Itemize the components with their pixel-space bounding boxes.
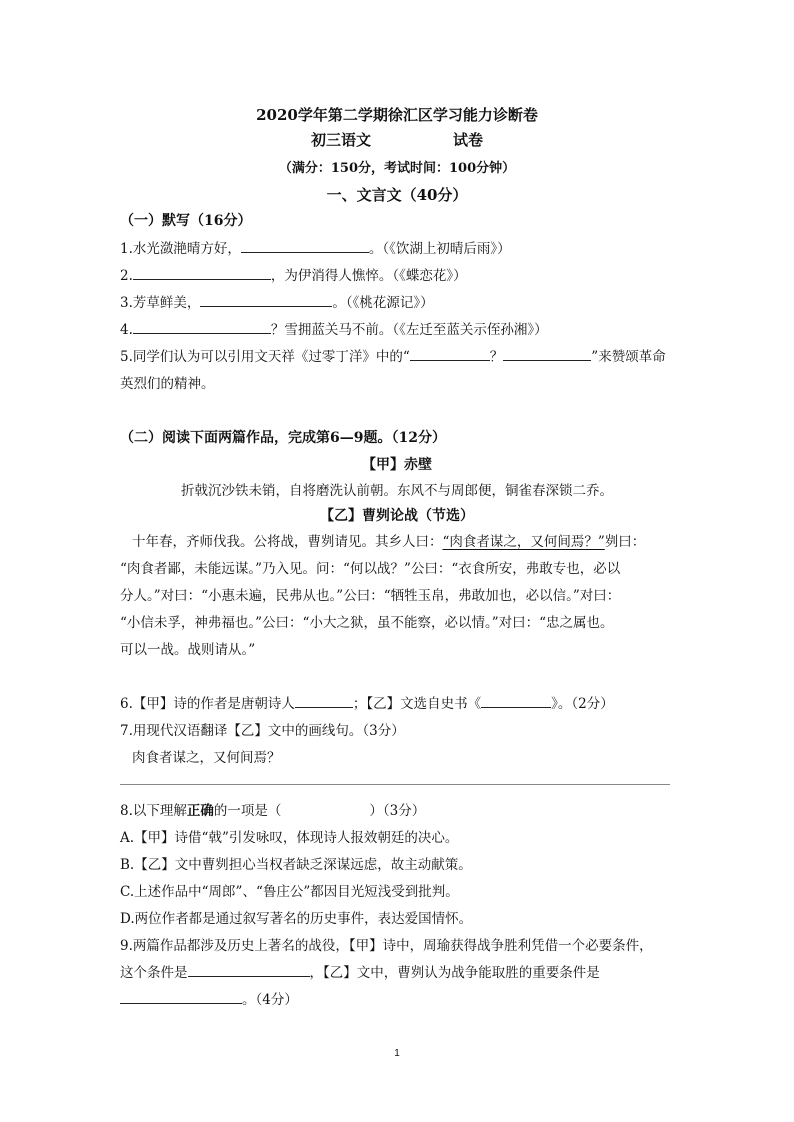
q8-emphasis: 正确 — [186, 803, 214, 819]
q5-prefix: 5.同学们认为可以引用文天祥《过零丁洋》中的“ — [120, 349, 410, 365]
part2-heading: （二）阅读下面两篇作品，完成第6—9题。（12分） — [120, 430, 446, 446]
q6-text-b: ；【乙】文选自史书《 — [352, 696, 482, 712]
q3-blank[interactable] — [200, 293, 332, 307]
question-2 — [120, 264, 467, 284]
q5-suffix: ”来赞颂革命 — [591, 349, 666, 365]
underlined-sentence: “肉食者谋之，又何间焉？” — [442, 534, 605, 550]
q9-line-3 — [120, 988, 298, 1008]
q6-blank-2[interactable] — [481, 694, 551, 708]
q5-blank-1[interactable] — [410, 347, 490, 361]
q9-text-b: ，【乙】文中，曹刿认为战争能取胜的重要条件是 — [309, 965, 600, 981]
q6-text-c: 》。（2分） — [551, 696, 614, 712]
question-9: 9.两篇作品都涉及历史上著名的战役，【甲】诗中，周瑜获得战争胜利凭借一个必要条件， — [120, 938, 653, 954]
prose-l1-start: 十年春，齐师伐我。公将战，曹刿请见。其乡人曰： — [132, 534, 443, 550]
prose-line-4: “小信未孚，神弗福也。”公曰：“小大之狱，虽不能察，必以情。”对曰：“忠之属也。 — [120, 615, 614, 631]
q8-text-b: 的一项是（ — [213, 803, 282, 819]
section-heading: 一、文言文（40分） — [326, 186, 468, 204]
q5-blank-2[interactable] — [503, 347, 591, 361]
q8-text-c: ）（3分） — [369, 803, 426, 819]
exam-subtitle — [0, 129, 794, 150]
prose-line-1 — [132, 530, 645, 550]
q4-prefix: 4. — [120, 322, 133, 338]
question-6 — [120, 692, 614, 712]
part1-heading: （一）默写（16分） — [120, 213, 252, 229]
q3-suffix: 。（《桃花源记》） — [332, 295, 434, 311]
q4-suffix: ？雪拥蓝关马不前。（《左迁至蓝关示侄孙湘》） — [270, 322, 548, 338]
q7-sentence: 肉食者谋之，又何间焉？ — [132, 750, 281, 766]
q4-blank[interactable] — [133, 320, 271, 334]
question-4 — [120, 318, 548, 338]
page-number: 1 — [394, 1048, 400, 1059]
q2-prefix: 2. — [120, 268, 133, 284]
q6-text-a: 6.【甲】诗的作者是唐朝诗人 — [120, 696, 295, 712]
question-5 — [120, 345, 666, 365]
q1-prefix: 1.水光潋滟晴方好， — [120, 241, 241, 257]
q8-option-d: D.两位作者都是通过叙写著名的历史事件，表达爱国情怀。 — [120, 911, 473, 927]
q9-text-c: 。（4分） — [242, 992, 298, 1008]
poem-title: 【甲】赤壁 — [362, 457, 432, 473]
subject-label: 初三语文 — [310, 131, 371, 149]
q9-line-2 — [120, 961, 600, 981]
q8-option-c: C.上述作品中“周郎”、“鲁庄公”都因目光短浅受到批判。 — [120, 884, 459, 900]
q8-option-b: B.【乙】文中曹刿担心当权者缺乏深谋远虑，故主动献策。 — [120, 857, 472, 873]
q1-blank[interactable] — [241, 239, 369, 253]
q9-blank-1[interactable] — [188, 963, 310, 977]
question-3 — [120, 291, 434, 311]
question-1 — [120, 237, 511, 257]
prose-line-5: 可以一战。战则请从。” — [120, 642, 256, 658]
q6-blank-1[interactable] — [295, 694, 353, 708]
q2-blank[interactable] — [133, 266, 271, 280]
prose-l1-end: 刿曰： — [604, 534, 646, 550]
question-7: 7.用现代汉语翻译【乙】文中的画线句。（3分） — [120, 723, 405, 739]
q3-prefix: 3.芳草鲜美， — [120, 295, 201, 311]
exam-title: 2020学年第二学期徐汇区学习能力诊断卷 — [256, 106, 538, 124]
exam-info: （满分：150分，考试时间：100分钟） — [278, 161, 516, 176]
question-5-line2: 英烈们的精神。 — [120, 376, 215, 392]
q9-blank-2[interactable] — [120, 990, 242, 1004]
prose-line-2: “肉食者鄙，未能远谋。”乃入见。问：“何以战？”公曰：“衣食所安，弗敢专也，必以 — [120, 561, 621, 577]
poem-text: 折戟沉沙铁未销，自将磨洗认前朝。东风不与周郎便，铜雀春深锁二乔。 — [181, 483, 613, 499]
q8-text-a: 8.以下理解 — [120, 803, 187, 819]
question-8 — [120, 799, 425, 819]
q7-answer-line[interactable] — [120, 784, 670, 785]
prose-line-3: 分人。”对曰：“小惠未遍，民弗从也。”公曰：“牺牲玉帛，弗敢加也，必以信。”对曰： — [120, 588, 621, 604]
paper-label: 试卷 — [453, 131, 484, 149]
q1-suffix: 。（《饮湖上初晴后雨》） — [368, 241, 511, 257]
prose-title: 【乙】曹刿论战（节选） — [320, 508, 474, 524]
q9-text-a: 这个条件是 — [120, 965, 188, 981]
q5-mid: ？ — [489, 349, 504, 365]
q8-option-a: A.【甲】诗借“戟”引发咏叹，体现诗人报效朝廷的决心。 — [120, 830, 459, 846]
q2-suffix: ，为伊消得人憔悴。（《蝶恋花》） — [270, 268, 467, 284]
